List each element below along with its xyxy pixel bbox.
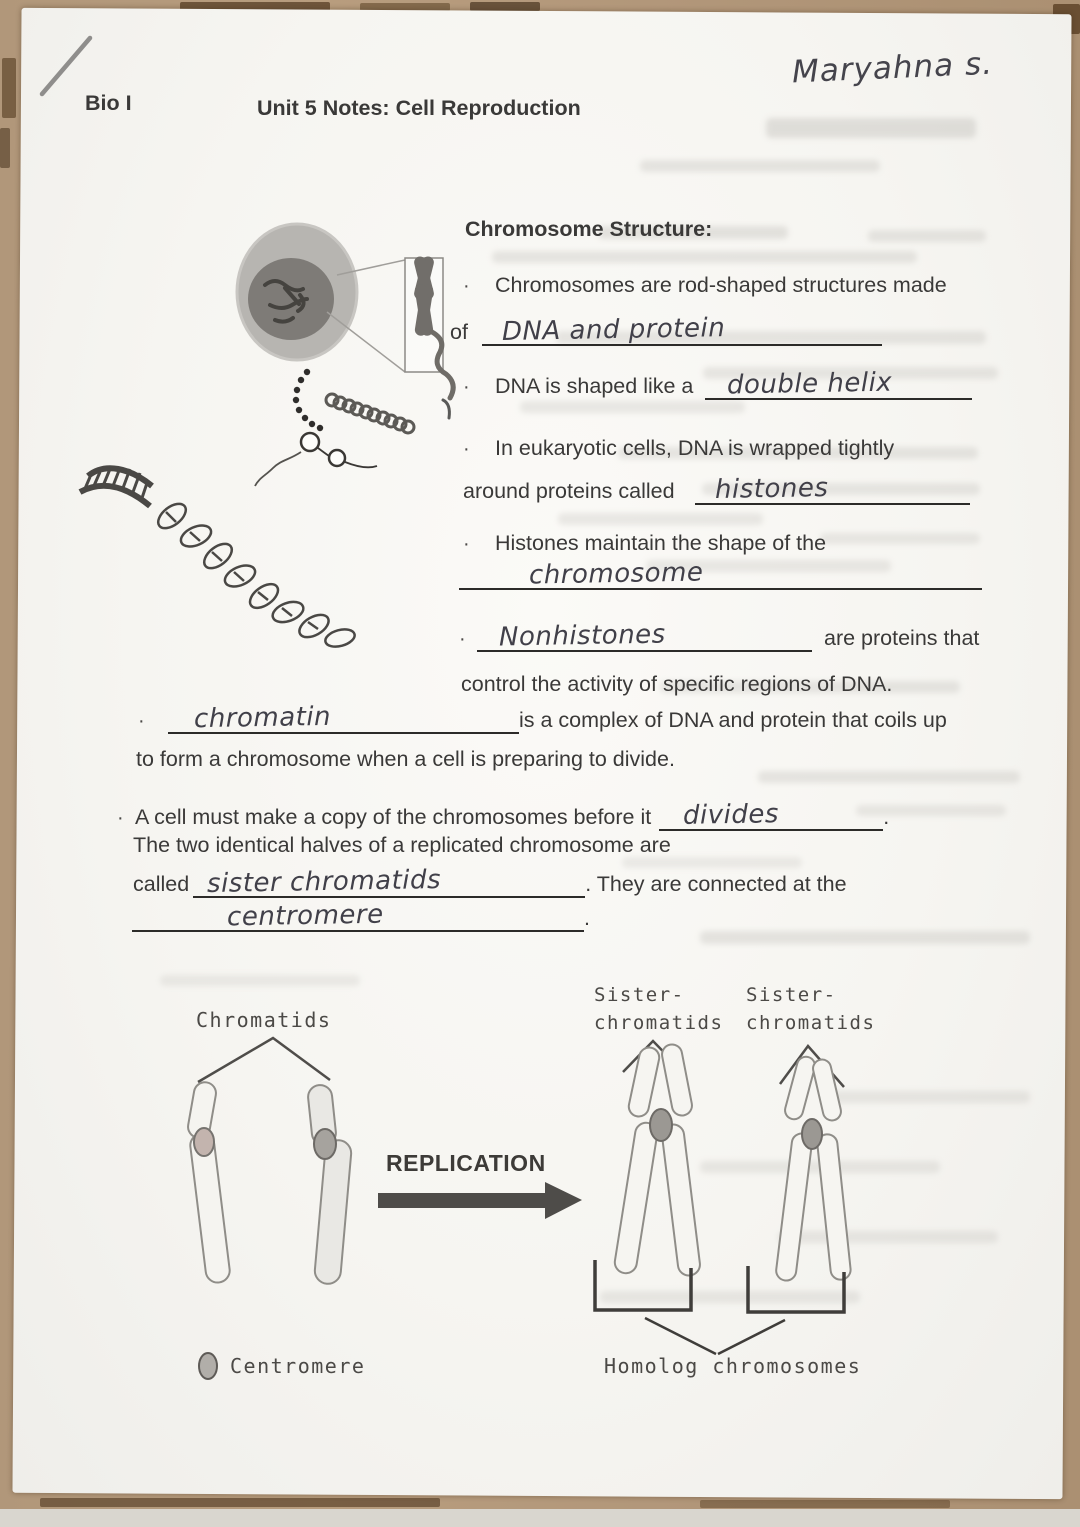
bleed-through-mark <box>868 230 986 242</box>
handwritten-answer: chromatin <box>193 701 332 735</box>
handwritten-answer: centromere <box>226 899 384 933</box>
bullet-dot: · <box>463 438 470 460</box>
dna-helix-loops <box>154 499 357 650</box>
blank-underline <box>459 558 982 590</box>
chromatids-label: Chromatids <box>196 1008 332 1032</box>
bullet-text: Histones maintain the shape of the <box>495 531 827 555</box>
bullet-text: . <box>883 805 890 829</box>
handwritten-answer: histones <box>714 473 829 505</box>
dna-strand-connector <box>255 452 301 486</box>
bleed-through-mark <box>492 251 917 263</box>
fill-in-line <box>132 900 590 933</box>
bullet-line <box>463 368 972 401</box>
bullet-text: control the activity of specific regions of DNA. <box>461 672 893 696</box>
homolog-chromosomes-label: Homolog chromosomes <box>604 1354 862 1378</box>
pencil-tick-mark <box>443 400 449 418</box>
replicated-chromosome-2 <box>775 1046 852 1282</box>
supercoil-fiber <box>326 394 414 433</box>
sister-chromatids-label-2 <box>746 982 875 1037</box>
chromosome-structure-illustration <box>60 200 480 680</box>
bleed-through-mark <box>520 401 745 413</box>
handwritten-answer: Nonhistones <box>498 619 666 653</box>
blank-underline <box>659 799 883 831</box>
bleed-through-mark <box>640 160 880 172</box>
handwritten-answer: sister chromatids <box>206 864 442 900</box>
student-name-handwriting: Maryahna s. <box>791 45 994 91</box>
fill-in-post: . They are connected at the <box>585 872 847 896</box>
bullet-dot: · <box>463 533 470 555</box>
bullet-dot: · <box>463 275 470 297</box>
fill-in-post: . <box>584 906 590 930</box>
beads-on-string-nucleosomes <box>301 433 377 467</box>
fill-in-line <box>459 558 982 591</box>
blank-underline <box>705 368 972 400</box>
blank-underline <box>695 473 970 505</box>
replication-label: REPLICATION <box>386 1150 546 1176</box>
blank-underline <box>482 314 882 346</box>
fill-in-line <box>463 473 970 506</box>
centromere-legend-swatch <box>199 1353 217 1379</box>
dna-helix-illustration <box>80 468 357 650</box>
bullet-line <box>117 799 889 832</box>
bullet-line <box>463 435 894 463</box>
centromere <box>650 1109 672 1141</box>
bleed-through-mark <box>766 118 976 138</box>
centromere <box>802 1119 822 1149</box>
fill-in-pre: of <box>450 320 468 344</box>
homolog-pointer-lines <box>645 1318 785 1354</box>
fill-in-pre: around proteins called <box>463 479 675 503</box>
bullet-text: is a complex of DNA and protein that coils up <box>519 708 947 732</box>
centromere-legend-label: Centromere <box>230 1354 366 1378</box>
blank-underline <box>193 866 585 898</box>
handwritten-answer: double helix <box>727 367 893 401</box>
fill-in-pre: called <box>133 872 190 896</box>
centromere <box>194 1128 214 1156</box>
bullet-text: The two identical halves of a replicated chromosome are <box>133 833 671 857</box>
sister-label-line1: Sister- <box>746 984 837 1006</box>
course-label: Bio I <box>85 91 132 115</box>
centromere <box>314 1129 336 1159</box>
bullet-text: In eukaryotic cells, DNA is wrapped tightly <box>495 436 895 460</box>
section-heading: Chromosome Structure: <box>465 217 713 241</box>
fill-in-line <box>450 314 882 347</box>
blank-underline <box>168 702 519 734</box>
sister-label-line2: chromatids <box>746 1011 876 1034</box>
bullet-dot: · <box>138 710 145 732</box>
bullet-dot: · <box>117 807 124 829</box>
bullet-text: Chromosomes are rod-shaped structures made <box>495 273 947 297</box>
handwritten-answer: DNA and protein <box>501 313 726 347</box>
replication-arrow <box>378 1182 582 1219</box>
bullet-text: DNA is shaped like a <box>495 374 694 398</box>
bleed-through-mark <box>700 931 1030 944</box>
bleed-through-mark <box>820 533 980 544</box>
bullet-line <box>463 530 826 558</box>
bullet-text: A cell must make a copy of the chromosomes before it <box>135 805 652 829</box>
bullet-line <box>138 702 947 735</box>
bullet-text: to form a chromosome when a cell is preparing to divide. <box>136 747 675 771</box>
fill-in-line <box>133 866 847 899</box>
sister-label-line1: Sister- <box>594 984 685 1006</box>
unreplicated-chromatids <box>186 1038 352 1285</box>
bullet-dot: · <box>463 376 470 398</box>
handwritten-answer: chromosome <box>528 557 704 591</box>
sister-chromatids-label-1 <box>594 982 723 1037</box>
sister-label-line2: chromatids <box>594 1011 724 1034</box>
handwritten-answer: divides <box>682 799 780 831</box>
nucleosome-bead-dots <box>293 369 323 431</box>
blank-underline <box>477 620 812 652</box>
replicated-chromosome-1 <box>613 1041 701 1277</box>
label-pointer-lines <box>198 1038 330 1082</box>
blank-underline <box>132 900 584 932</box>
bullet-line <box>459 620 979 653</box>
page-title: Unit 5 Notes: Cell Reproduction <box>257 96 581 120</box>
bleed-through-mark <box>558 513 763 525</box>
bullet-text: are proteins that <box>824 626 980 650</box>
bullet-line <box>463 272 947 300</box>
cell-illustration <box>237 224 357 360</box>
bleed-through-mark <box>758 771 1020 783</box>
bullet-dot: · <box>459 628 466 650</box>
